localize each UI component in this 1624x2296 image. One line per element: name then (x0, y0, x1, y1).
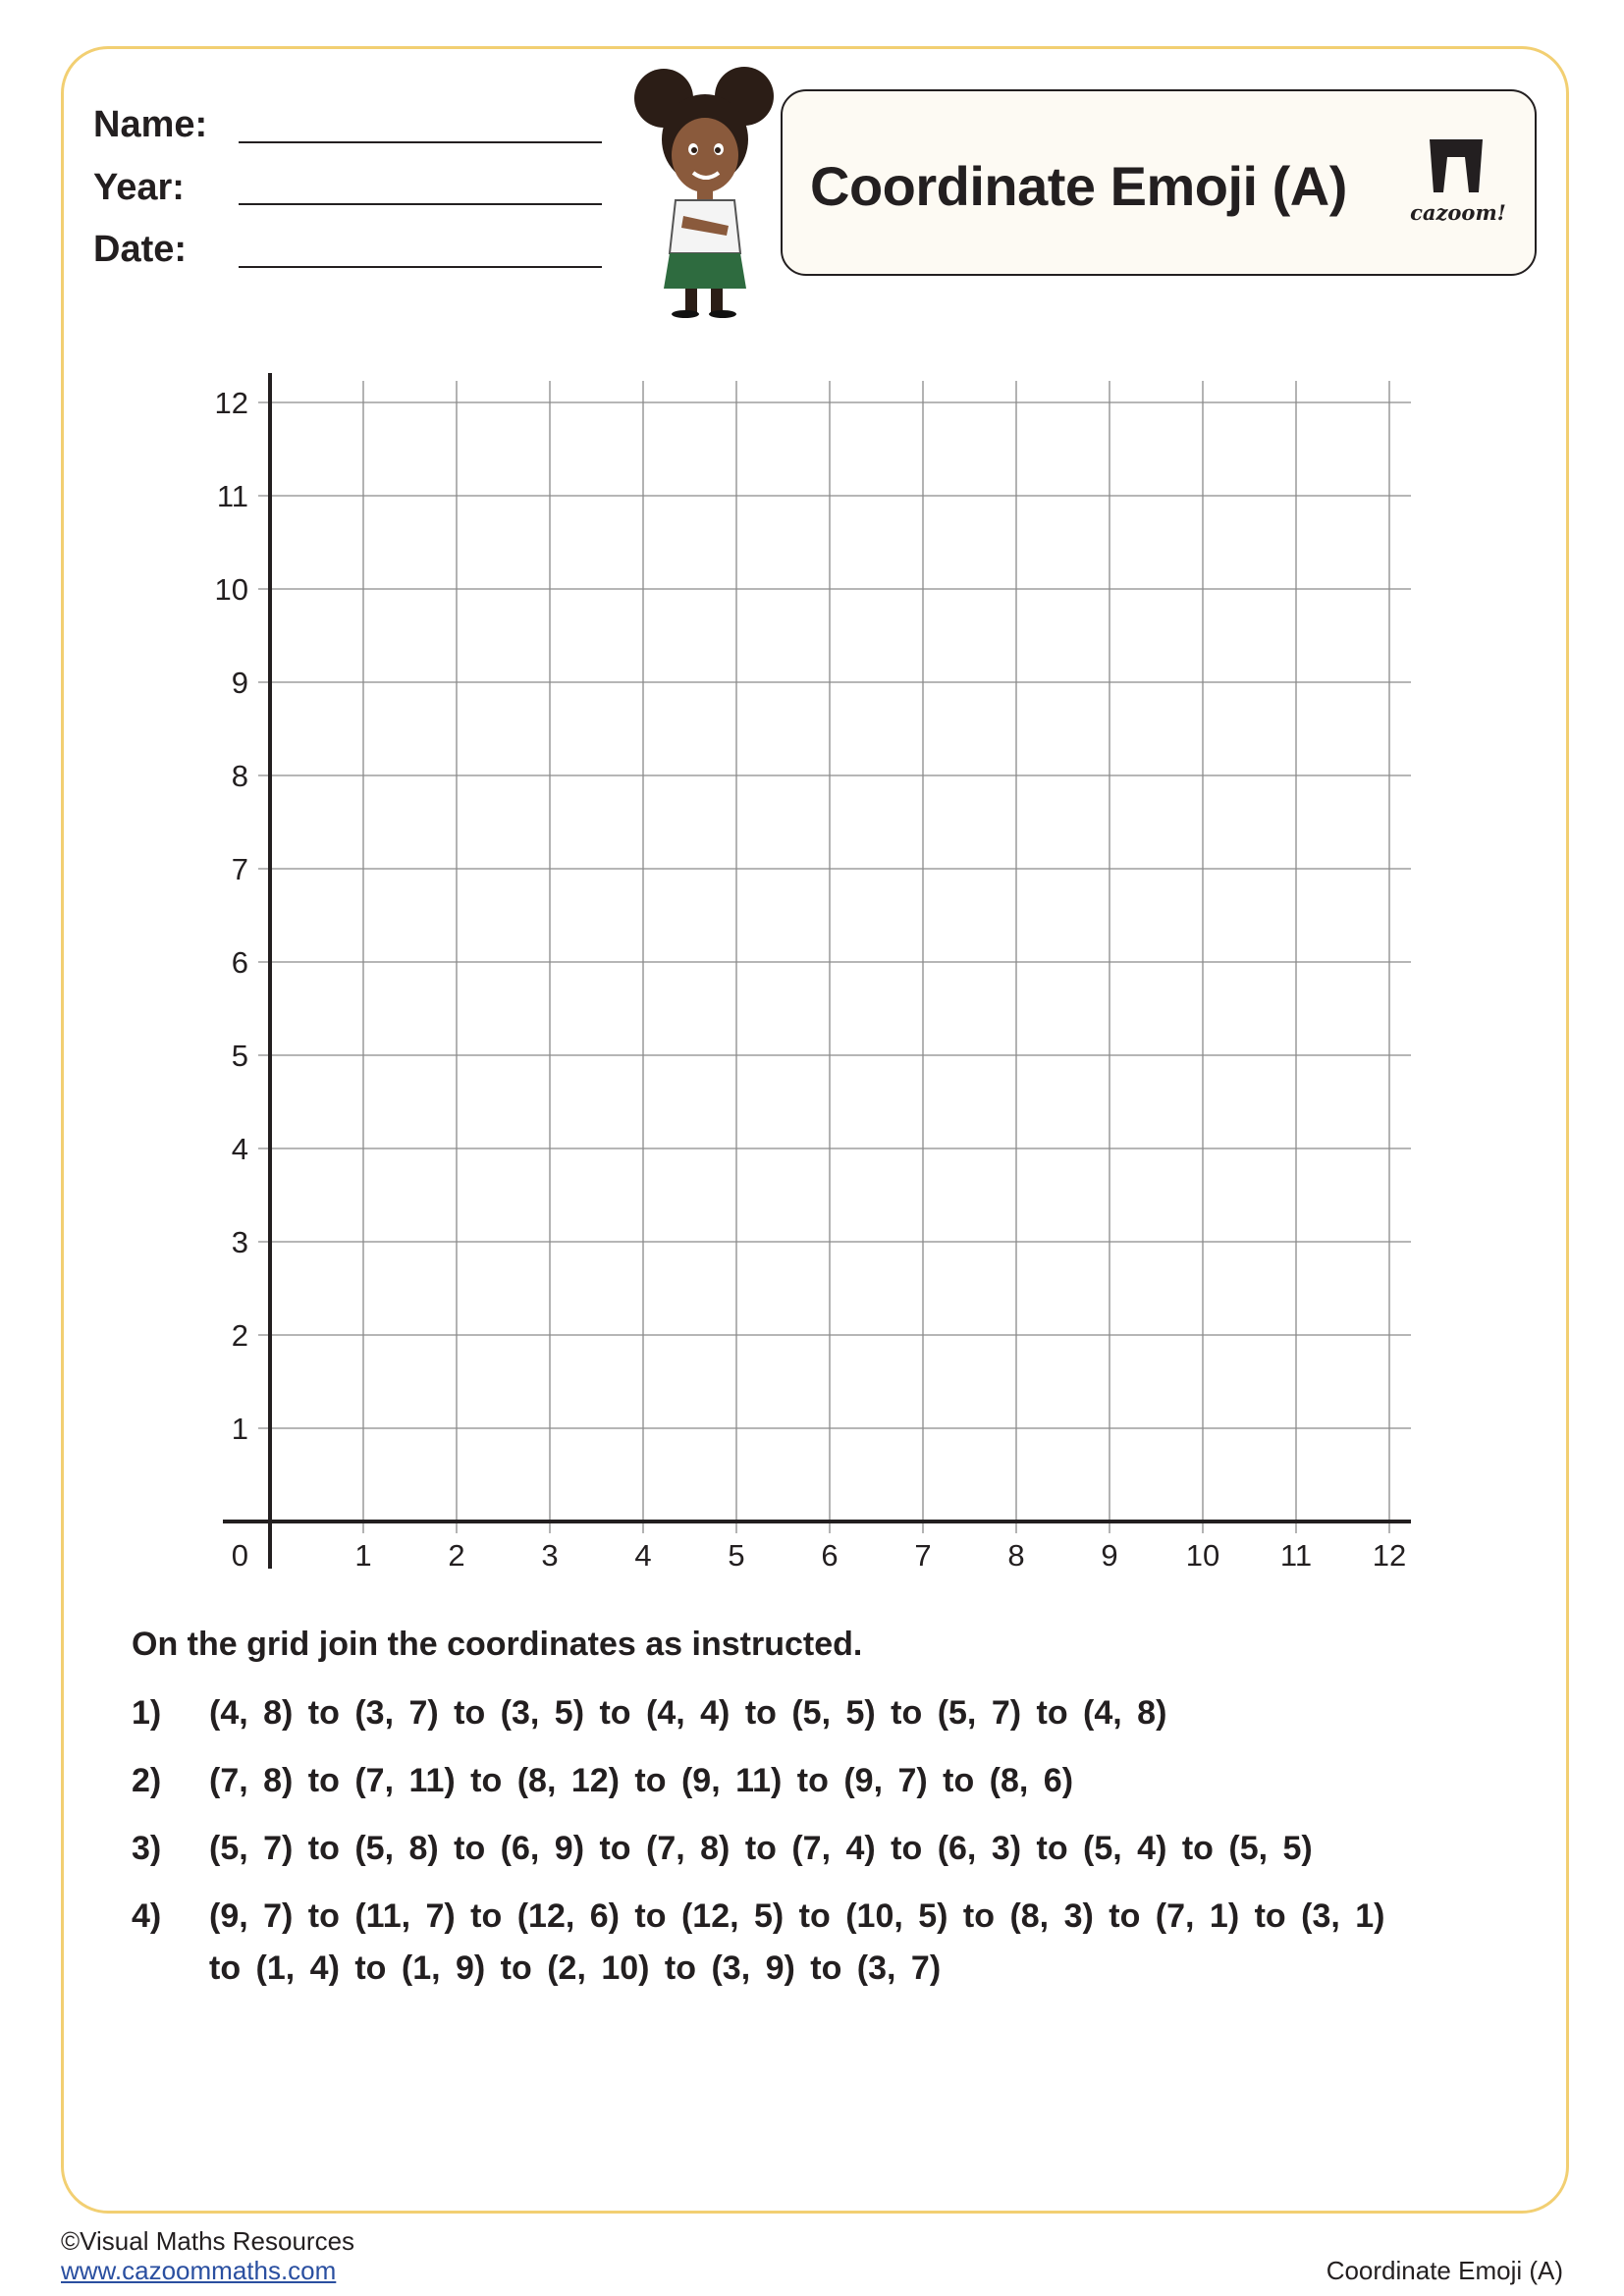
question-2-text: (7, 8) to (7, 11) to (8, 12) to (9, 11) to (9, 7) to (8, 6) (209, 1762, 1074, 1799)
x-tick-label: 9 (1101, 1538, 1118, 1573)
y-tick-label: 7 (231, 852, 248, 886)
website-link[interactable]: www.cazoommaths.com (61, 2256, 337, 2285)
y-tick-label: 12 (214, 386, 248, 420)
year-label: Year: (93, 167, 185, 208)
question-1-number: 1) (132, 1694, 162, 1732)
y-tick-label: 2 (231, 1318, 248, 1353)
x-tick-label: 3 (541, 1538, 559, 1573)
tick-labels (215, 386, 1407, 1573)
y-tick-label: 5 (231, 1039, 248, 1073)
x-tick-label: 11 (1279, 1538, 1313, 1573)
x-tick-label: 7 (914, 1538, 932, 1573)
x-tick-label: 2 (448, 1538, 465, 1573)
y-tick-label: 4 (231, 1132, 248, 1166)
origin-label: 0 (231, 1538, 248, 1573)
instructions-heading: On the grid join the coordinates as instructed. (132, 1626, 863, 1663)
question-3-number: 3) (132, 1830, 162, 1867)
y-tick-label: 11 (216, 479, 248, 513)
y-tick-label: 10 (214, 572, 248, 607)
x-tick-label: 5 (728, 1538, 745, 1573)
logo-text: cazoom! (1410, 200, 1506, 225)
y-tick-label: 6 (231, 945, 248, 980)
x-tick-label: 8 (1007, 1538, 1025, 1573)
grid-lines (258, 381, 1411, 1533)
axes (223, 373, 1411, 1569)
footer-page-title: Coordinate Emoji (A) (1326, 2256, 1563, 2285)
date-label: Date: (93, 229, 188, 270)
question-3-text: (5, 7) to (5, 8) to (6, 9) to (7, 8) to (7, 4) to (6, 3) to (5, 4) to (5, 5) (209, 1830, 1313, 1867)
question-1-text: (4, 8) to (3, 7) to (3, 5) to (4, 4) to (5, 5) to (5, 7) to (4, 8) (209, 1694, 1167, 1732)
y-tick-label: 8 (231, 759, 248, 793)
question-4-text-line-2: to (1, 4) to (1, 9) to (2, 10) to (3, 9) to (3, 7) (209, 1949, 942, 1987)
y-tick-label: 9 (231, 666, 248, 700)
x-tick-label: 6 (821, 1538, 839, 1573)
question-4-number: 4) (132, 1897, 162, 1935)
x-tick-label: 4 (634, 1538, 652, 1573)
page-title: Coordinate Emoji (A) (810, 155, 1347, 217)
copyright-text: ©Visual Maths Resources (61, 2226, 355, 2256)
question-4-text-line-1: (9, 7) to (11, 7) to (12, 6) to (12, 5) to (10, 5) to (8, 3) to (7, 1) to (3, 1) (209, 1897, 1385, 1935)
x-tick-label: 12 (1372, 1538, 1407, 1573)
x-tick-label: 1 (354, 1538, 372, 1573)
y-tick-label: 3 (231, 1225, 248, 1259)
x-tick-label: 10 (1185, 1538, 1220, 1573)
y-tick-label: 1 (231, 1412, 248, 1446)
question-2-number: 2) (132, 1762, 162, 1799)
name-label: Name: (93, 104, 208, 145)
